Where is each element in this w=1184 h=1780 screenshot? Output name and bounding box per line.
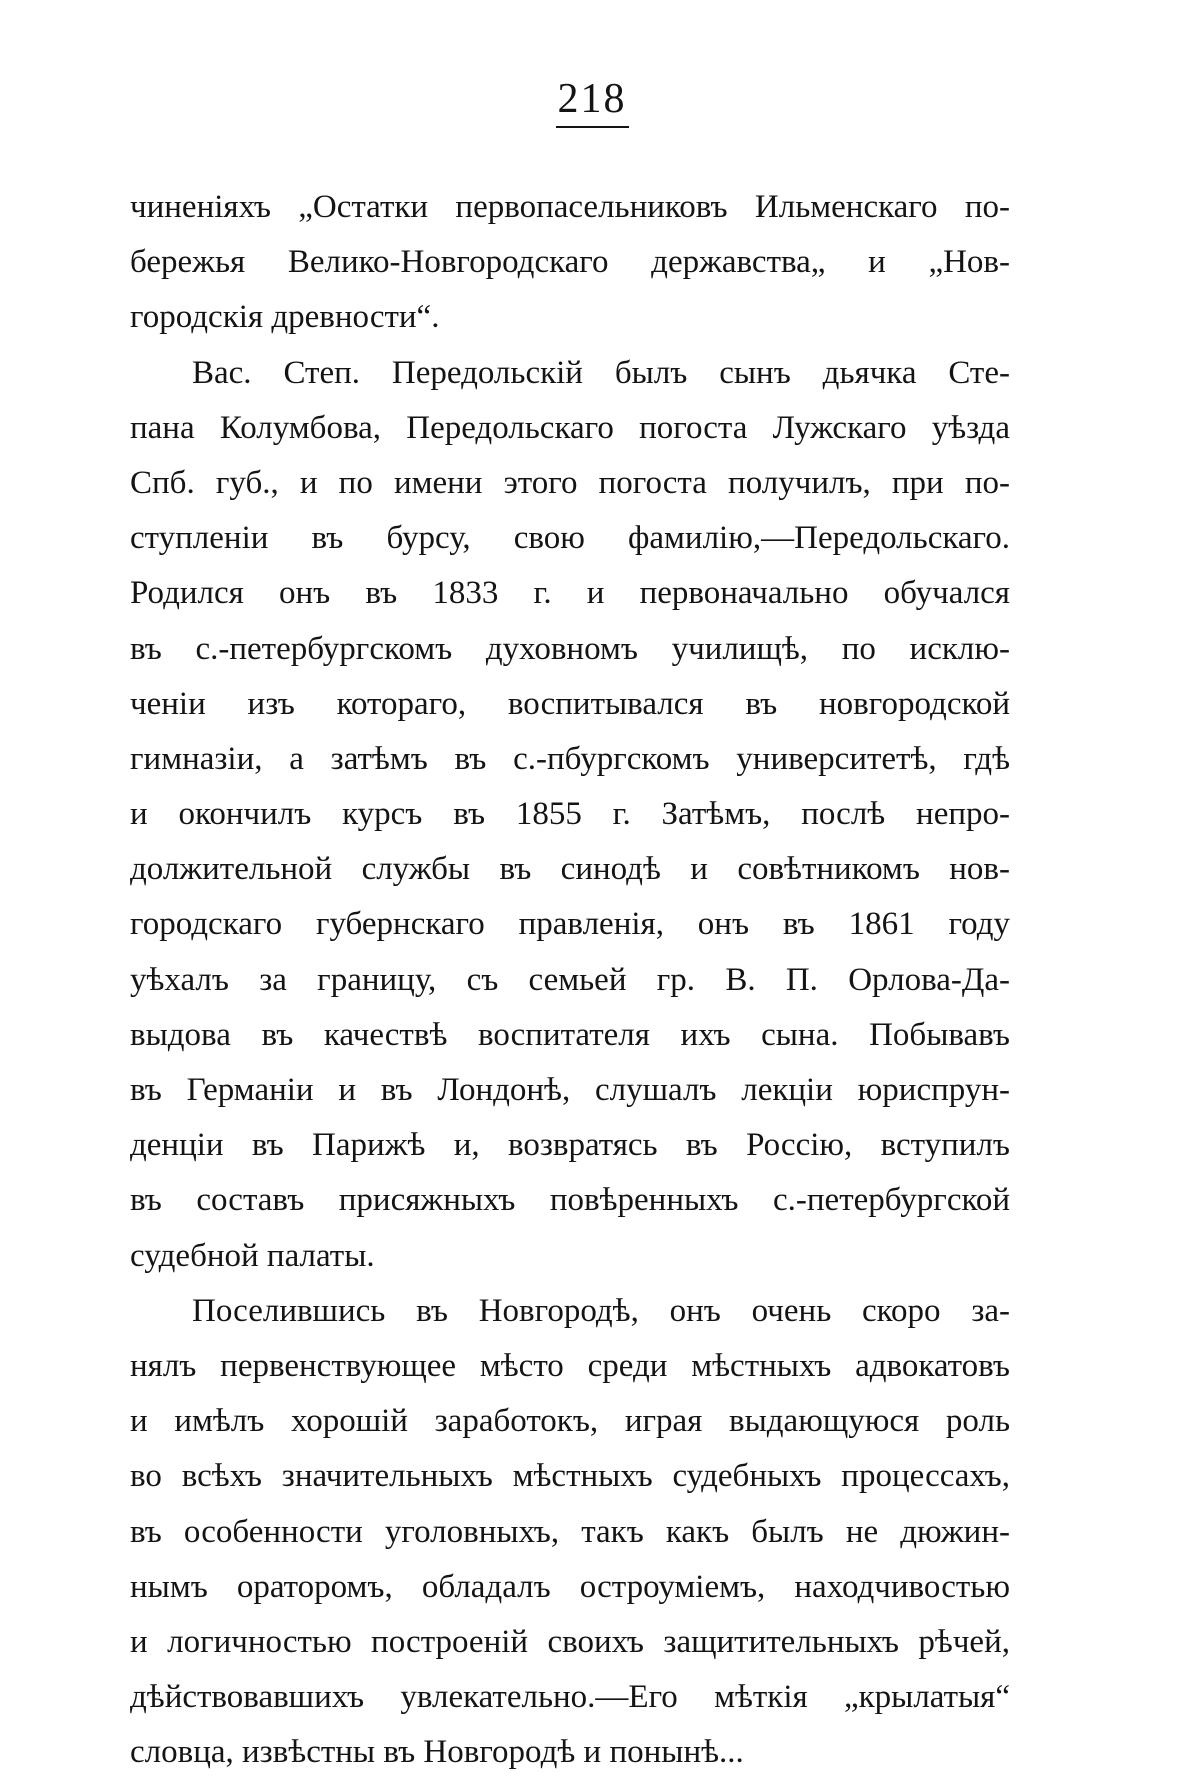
text-line: въ особенности уголовныхъ, такъ какъ былъ не дюжин- [130,1513,1010,1550]
text-line: словца, извѣстны въ Новгородѣ и понынѣ... [130,1734,744,1771]
text-line: ступленіи въ бурсу, свою фамилію,—Передольскаго. [130,520,1010,557]
text-line: пана Колумбова, Передольскаго погоста Лужскаго уѣзда [130,409,1010,446]
text-line: и окончилъ курсъ въ 1855 г. Затѣмъ, послѣ непро- [130,796,1010,833]
text-line: должительной службы въ синодѣ и совѣтникомъ нов- [130,851,1010,888]
body-text [130,180,1010,1780]
page-number: 218 [0,78,1184,128]
text-line: судебной палаты. [130,1237,375,1274]
text-line: гимназіи, а затѣмъ въ с.-пбургскомъ университетѣ, гдѣ [130,740,1010,777]
text-line: выдова въ качествѣ воспитателя ихъ сына. Побывавъ [130,1016,1010,1053]
text-line: городскія древности“. [130,299,440,336]
text-line: уѣхалъ за границу, съ семьей гр. В. П. Орлова-Да- [130,961,1010,998]
text-line: Родился онъ въ 1833 г. и первоначально обучался [130,575,1010,612]
text-line: Спб. губ., и по имени этого погоста получилъ, при по- [130,464,1010,501]
text-line: бережья Велико-Новгородскаго державства„ и „Нов- [130,244,1010,281]
text-line: нымъ ораторомъ, обладалъ остроуміемъ, находчивостью [130,1568,1010,1605]
text-line: нялъ первенствующее мѣсто среди мѣстныхъ адвокатовъ [130,1347,1010,1384]
text-line: въ с.-петербургскомъ духовномъ училищѣ, по исклю- [130,630,1010,667]
text-line: и логичностью построеній своихъ защитительныхъ рѣчей, [130,1623,1010,1660]
text-line: и имѣлъ хорошій заработокъ, играя выдающуюся роль [130,1403,1010,1440]
text-line: въ составъ присяжныхъ повѣренныхъ с.-петербургской [130,1182,1010,1219]
text-line: городскаго губернскаго правленія, онъ въ 1861 году [130,906,1010,943]
text-line: дѣйствовавшихъ увлекательно.—Его мѣткія „крылатыя“ [130,1679,1010,1716]
text-line: Вас. Степ. Передольскій былъ сынъ дьячка Сте- [192,354,1010,391]
text-line: во всѣхъ значительныхъ мѣстныхъ судебныхъ процессахъ, [130,1458,1010,1495]
text-line: ченіи изъ котораго, воспитывался въ новгородской [130,685,1010,722]
text-line: Поселившись въ Новгородѣ, онъ очень скоро за- [192,1292,1010,1329]
text-line: чиненіяхъ „Остатки первопасельниковъ Ильменскаго по- [130,189,1010,225]
text-line: въ Германіи и въ Лондонѣ, слушалъ лекціи юриспрун- [130,1072,1010,1108]
text-line: денціи въ Парижѣ и, возвратясь въ Россію, вступилъ [130,1127,1010,1164]
